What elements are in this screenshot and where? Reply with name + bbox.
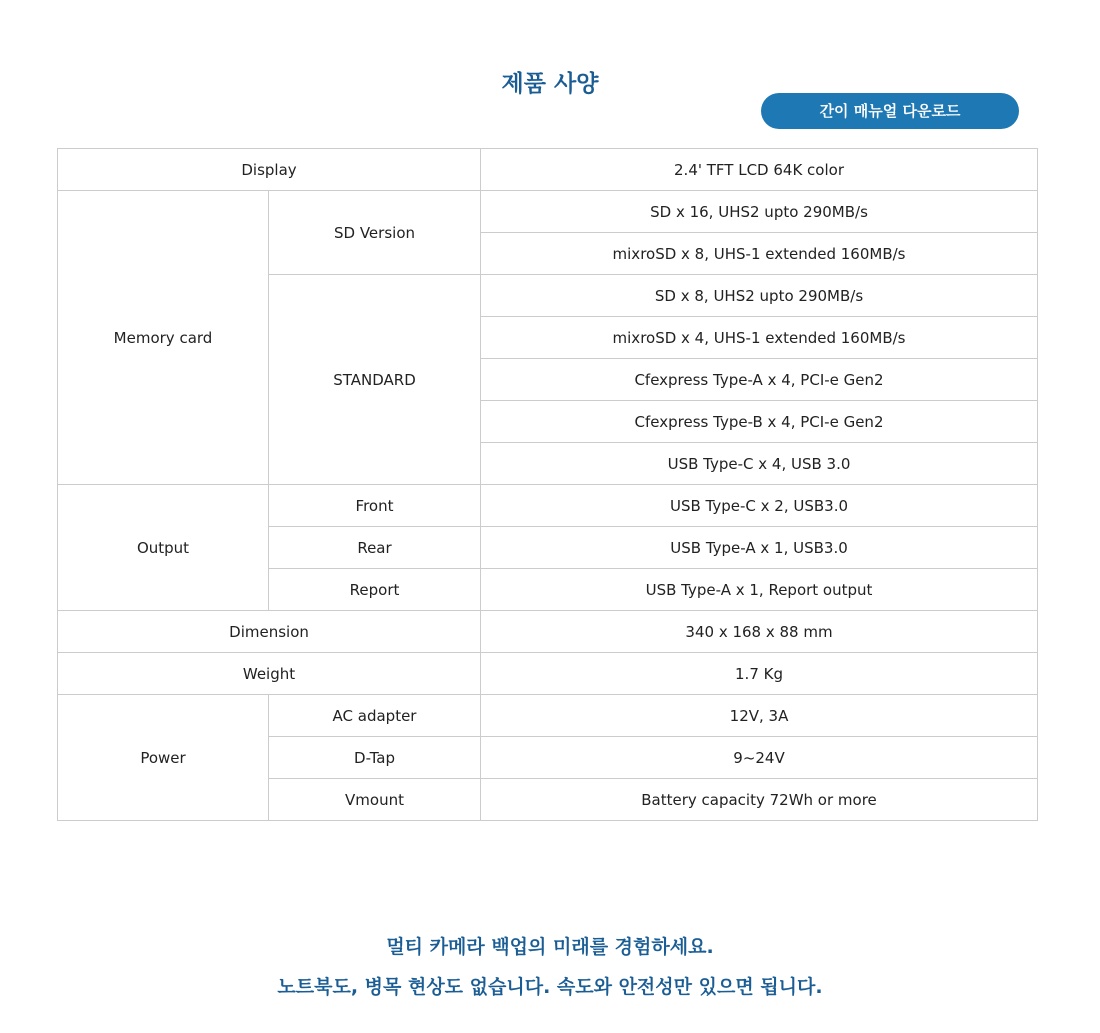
spec-value: 1.7 Kg xyxy=(481,653,1038,695)
spec-value: 340 x 168 x 88 mm xyxy=(481,611,1038,653)
spec-value: Cfexpress Type-A x 4, PCI-e Gen2 xyxy=(481,359,1038,401)
spec-value: Cfexpress Type-B x 4, PCI-e Gen2 xyxy=(481,401,1038,443)
spec-table xyxy=(57,148,1038,821)
spec-value: mixroSD x 4, UHS-1 extended 160MB/s xyxy=(481,317,1038,359)
spec-sublabel: Report xyxy=(269,569,481,611)
spec-sublabel: AC adapter xyxy=(269,695,481,737)
spec-value: mixroSD x 8, UHS-1 extended 160MB/s xyxy=(481,233,1038,275)
table-row xyxy=(58,611,1038,653)
spec-label: Display xyxy=(58,149,481,191)
spec-value: USB Type-A x 1, USB3.0 xyxy=(481,527,1038,569)
spec-value: USB Type-C x 2, USB3.0 xyxy=(481,485,1038,527)
spec-value: USB Type-A x 1, Report output xyxy=(481,569,1038,611)
spec-sublabel: STANDARD xyxy=(269,275,481,485)
spec-group-label: Memory card xyxy=(58,191,269,485)
footer-tagline: 멀티 카메라 백업의 미래를 경험하세요. xyxy=(386,936,714,958)
spec-label: Weight xyxy=(58,653,481,695)
footer-subtagline: 노트북도, 병목 현상도 없습니다. 속도와 안전성만 있으면 됩니다. xyxy=(277,976,823,998)
spec-sublabel: SD Version xyxy=(269,191,481,275)
spec-value: 12V, 3A xyxy=(481,695,1038,737)
spec-sublabel: Rear xyxy=(269,527,481,569)
spec-value: SD x 16, UHS2 upto 290MB/s xyxy=(481,191,1038,233)
manual-download-button[interactable]: 간이 매뉴얼 다운로드 xyxy=(761,93,1019,129)
spec-group-label: Output xyxy=(58,485,269,611)
spec-value: 2.4' TFT LCD 64K color xyxy=(481,149,1038,191)
spec-value: USB Type-C x 4, USB 3.0 xyxy=(481,443,1038,485)
spec-value: 9~24V xyxy=(481,737,1038,779)
spec-sublabel: D-Tap xyxy=(269,737,481,779)
spec-sublabel: Vmount xyxy=(269,779,481,821)
spec-sublabel: Front xyxy=(269,485,481,527)
page-title: 제품 사양 xyxy=(501,71,599,98)
table-row xyxy=(58,653,1038,695)
spec-value: Battery capacity 72Wh or more xyxy=(481,779,1038,821)
table-row xyxy=(58,149,1038,191)
table-row xyxy=(58,191,1038,233)
spec-value: SD x 8, UHS2 upto 290MB/s xyxy=(481,275,1038,317)
spec-label: Dimension xyxy=(58,611,481,653)
spec-group-label: Power xyxy=(58,695,269,821)
table-row xyxy=(58,695,1038,737)
table-row xyxy=(58,485,1038,527)
